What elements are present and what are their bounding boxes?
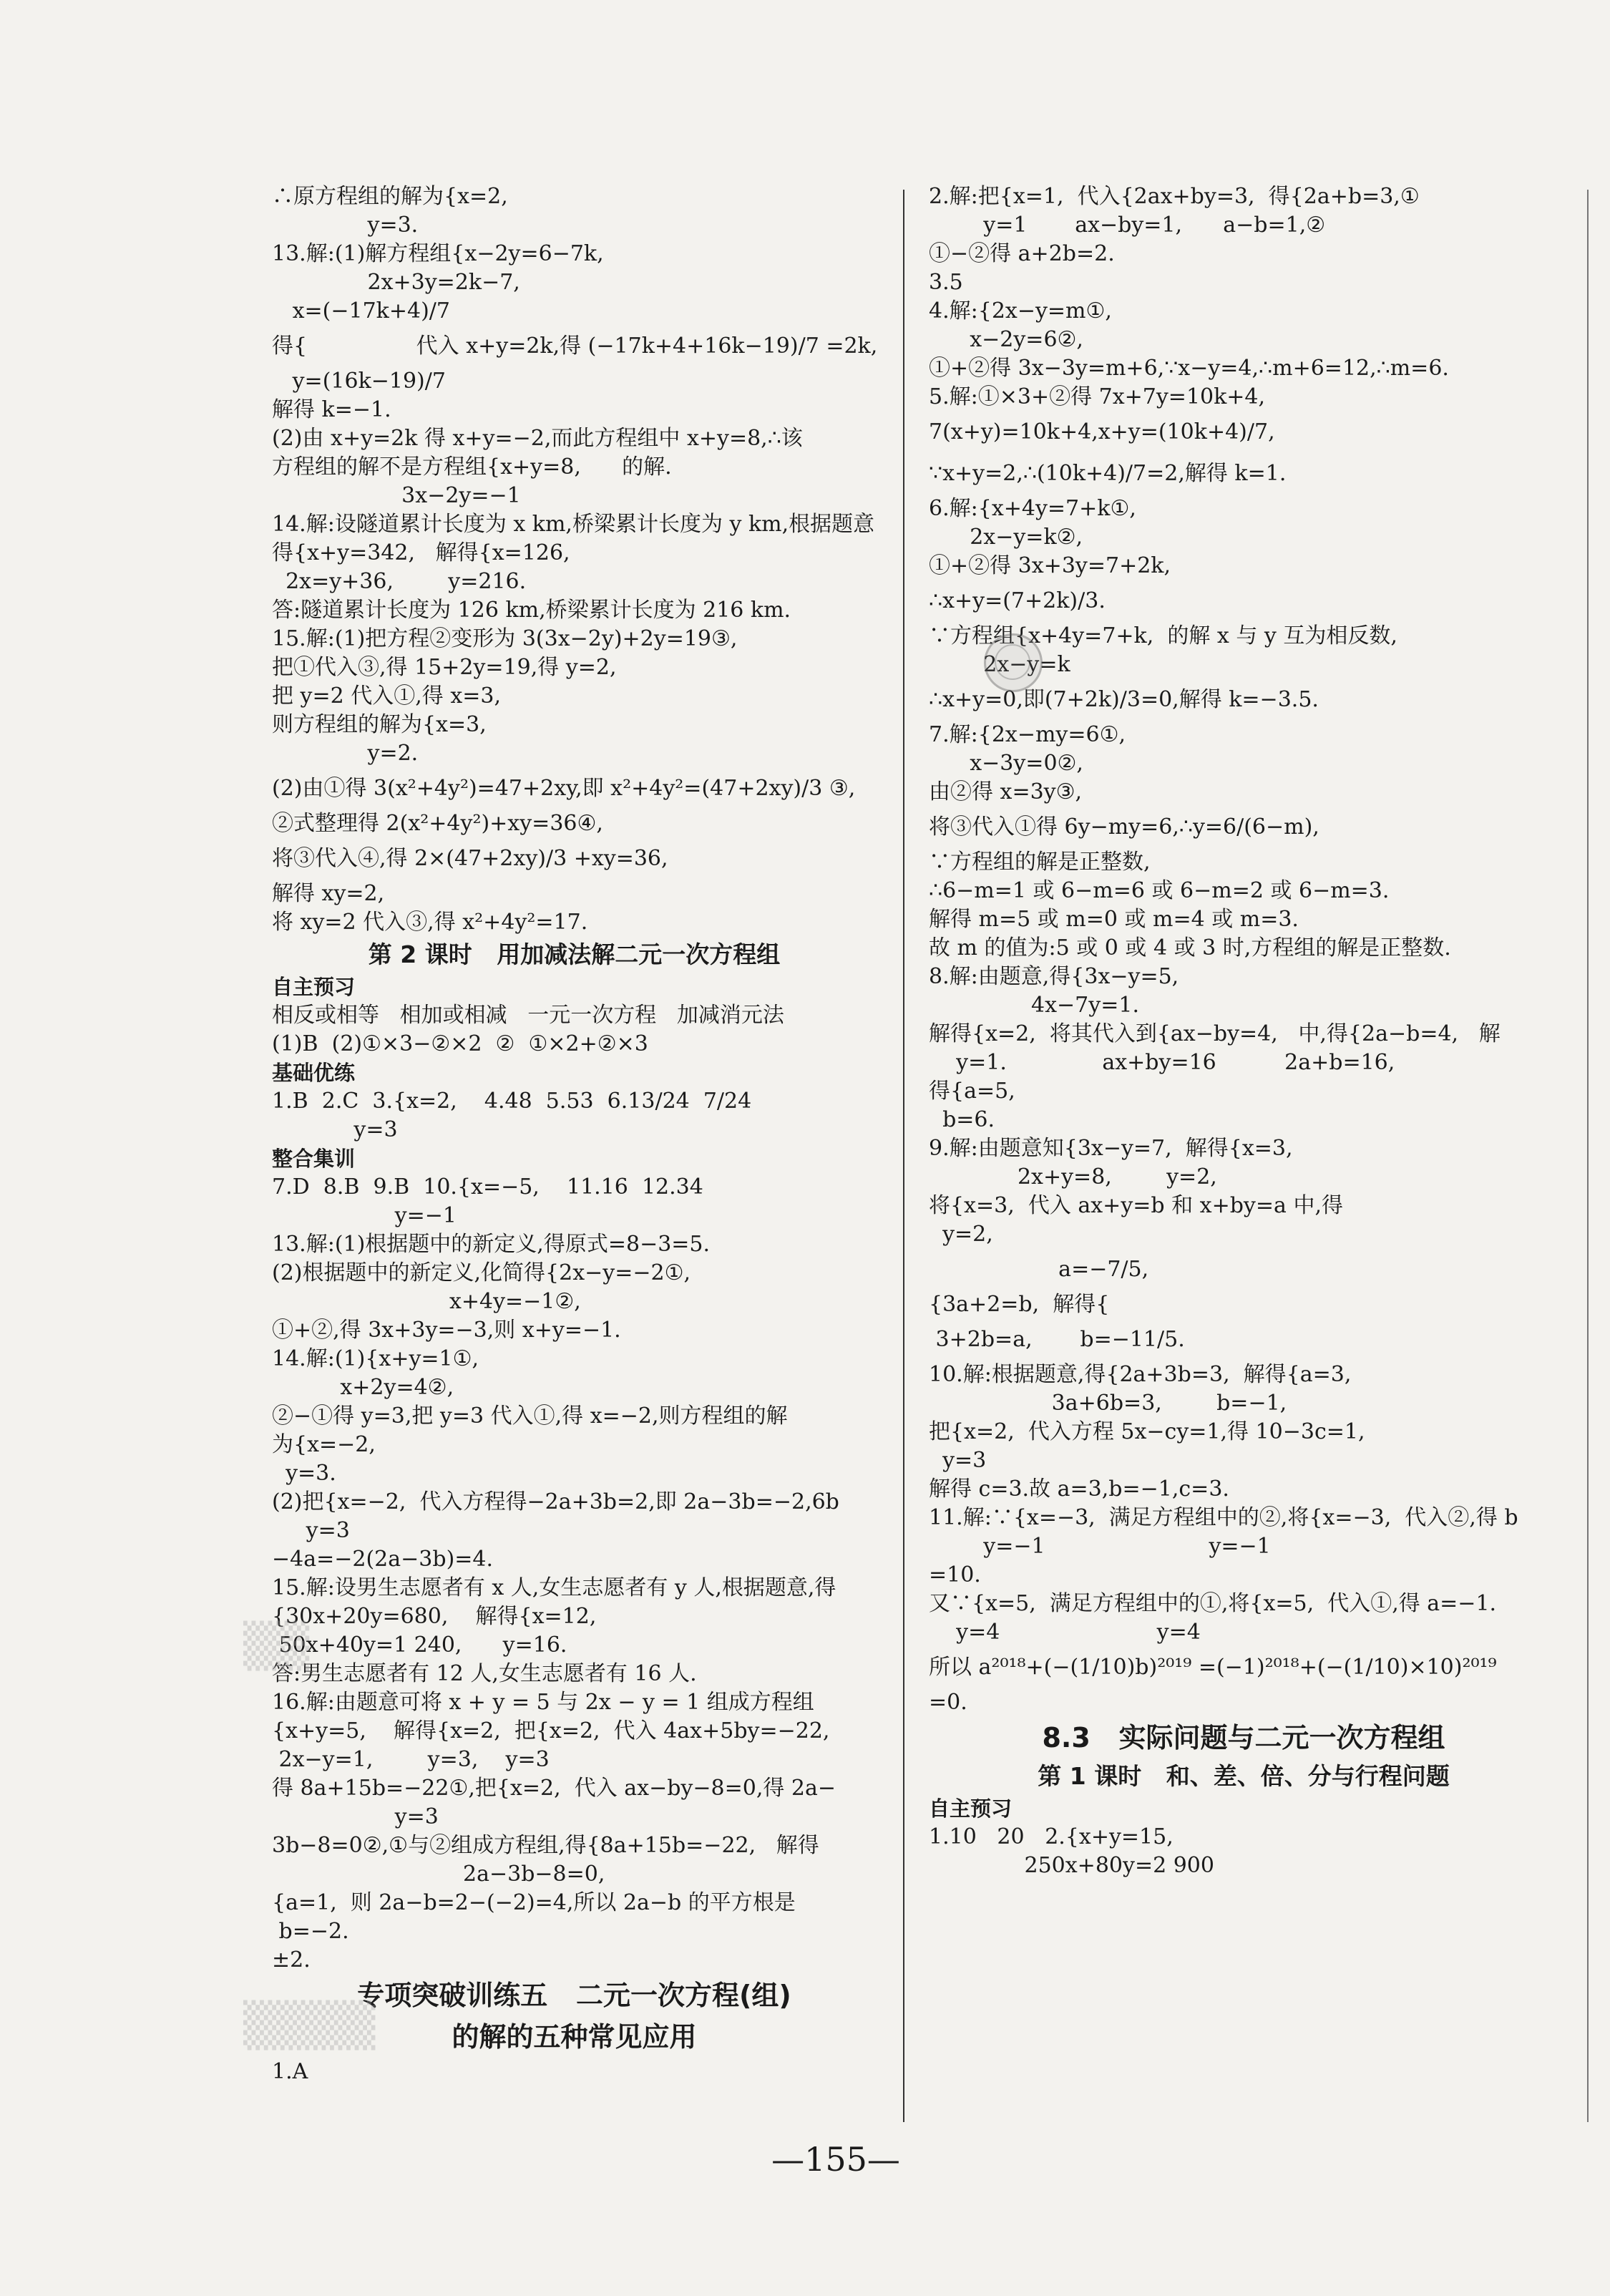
- edge-divider: [1587, 190, 1589, 2122]
- text-line: 得 8a+15b=−22①,把{x=2, 代入 ax−by−8=0,得 2a−: [272, 1776, 836, 1801]
- text-line: 将 xy=2 代入③,得 x²+4y²=17.: [272, 910, 588, 935]
- formula-line: ∵x+y=2,∴(10k+4)/7=2,解得 k=1.: [929, 461, 1287, 486]
- section-heading: 自主预习: [272, 975, 356, 999]
- text-line: y=3.: [272, 213, 419, 238]
- text-line: 3x−2y=−1: [272, 483, 521, 508]
- text-line: (2)由 x+y=2k 得 x+y=−2,而此方程组中 x+y=8,∴该: [272, 426, 803, 451]
- text-line: ∵方程组的解是正整数,: [929, 850, 1151, 875]
- lesson-title: 第 1 课时 和、差、倍、分与行程问题: [1038, 1762, 1450, 1790]
- text-line: ①+②得 3x+3y=7+2k,: [929, 553, 1171, 578]
- text-line: 2.解:把{x=1, 代入{2ax+by=3, 得{2a+b=3,①: [929, 184, 1420, 209]
- text-line: 为{x=−2,: [272, 1432, 376, 1457]
- text-line: 2x−y=k: [929, 652, 1070, 677]
- column-divider: [903, 190, 904, 2122]
- formula-line: 将③代入①得 6y−my=6,∴y=6/(6−m),: [929, 814, 1319, 840]
- text-line: (1)B (2)①×3−②×2 ② ①×2+②×3: [272, 1031, 648, 1056]
- text-line: 15.解:(1)把方程②变形为 3(3x−2y)+2y=19③,: [272, 626, 738, 651]
- text-line: 7.D 8.B 9.B 10.{x=−5, 11.16 12.34: [272, 1174, 703, 1200]
- text-line: 把 y=2 代入①,得 x=3,: [272, 684, 501, 709]
- text-line: 14.解:(1){x+y=1①,: [272, 1346, 479, 1371]
- text-line: y=−1: [272, 1203, 457, 1228]
- text-line: {a=1, 则 2a−b=2−(−2)=4,所以 2a−b 的平方根是: [272, 1890, 796, 1915]
- formula-line: ∴x+y=0,即(7+2k)/3=0,解得 k=−3.5.: [929, 687, 1319, 712]
- section-title: 8.3 实际问题与二元一次方程组: [1042, 1722, 1445, 1753]
- text-line: ①+②得 3x−3y=m+6,∵x−y=4,∴m+6=12,∴m=6.: [929, 356, 1449, 381]
- text-line: 6.解:{x+4y=7+k①,: [929, 496, 1136, 521]
- text-line: {x+y=5, 解得{x=2, 把{x=2, 代入 4ax+5by=−22,: [272, 1718, 830, 1743]
- text-line: 3a+6b=3, b=−1,: [929, 1391, 1287, 1416]
- text-line: ∵方程组{x+4y=7+k, 的解 x 与 y 互为相反数,: [929, 623, 1397, 648]
- text-line: y=(16k−19)/7: [272, 369, 446, 394]
- text-line: {3a+2=b, 解得{: [929, 1292, 1110, 1317]
- lesson-title: 第 2 课时 用加减法解二元一次方程组: [368, 940, 781, 968]
- text-line: y=4 y=4: [929, 1620, 1201, 1645]
- section-title: 的解的五种常见应用: [452, 2021, 697, 2053]
- text-line: b=6.: [929, 1107, 995, 1132]
- text-line: 故 m 的值为:5 或 0 或 4 或 3 时,方程组的解是正整数.: [929, 935, 1451, 960]
- text-line: 解得 xy=2,: [272, 881, 385, 906]
- text-line: 得{a=5,: [929, 1079, 1015, 1104]
- left-column: [272, 183, 877, 2086]
- page-number: —155—: [771, 2140, 900, 2179]
- formula-line: a=−7/5,: [929, 1257, 1149, 1282]
- text-line: 250x+80y=2 900: [929, 1853, 1214, 1878]
- text-line: x+2y=4②,: [272, 1375, 454, 1400]
- text-line: 15.解:设男生志愿者有 x 人,女生志愿者有 y 人,根据题意,得: [272, 1575, 836, 1600]
- text-line: y=3: [272, 1117, 398, 1142]
- text-line: y=2,: [929, 1222, 993, 1247]
- text-line: 1.B 2.C 3.{x=2, 4.48 5.53 6.13/24 7/24: [272, 1089, 752, 1114]
- text-line: y=−1 y=−1: [929, 1534, 1271, 1559]
- text-line: 14.解:设隧道累计长度为 x km,桥梁累计长度为 y km,根据题意: [272, 512, 875, 537]
- formula-line: 3+2b=a, b=−11/5.: [929, 1327, 1185, 1352]
- text-line: 13.解:(1)根据题中的新定义,得原式=8−3=5.: [272, 1232, 711, 1257]
- text-line: ①−②得 a+2b=2.: [929, 241, 1115, 266]
- text-line: =10.: [929, 1562, 981, 1587]
- text-line: y=1. ax+by=16 2a+b=16,: [929, 1050, 1395, 1075]
- section-heading: 基础优练: [272, 1061, 356, 1085]
- text-line: x=(−17k+4)/7: [272, 298, 450, 324]
- text-line: 2x+y=8, y=2,: [929, 1164, 1217, 1190]
- text-line: 5.解:①×3+②得 7x+7y=10k+4,: [929, 384, 1266, 409]
- watermark-logo: ▒▒▒▒: [243, 2000, 376, 2051]
- text-line: (2)根据题中的新定义,化简得{2x−y=−2①,: [272, 1260, 691, 1285]
- watermark-logo: ▒▒: [243, 1621, 310, 1671]
- text-line: 又∵{x=5, 满足方程组中的①,将{x=5, 代入①,得 a=−1.: [929, 1591, 1497, 1616]
- text-line: 10.解:根据题意,得{2a+3b=3, 解得{a=3,: [929, 1362, 1352, 1387]
- text-line: 解得 m=5 或 m=0 或 m=4 或 m=3.: [929, 907, 1299, 932]
- text-line: 50x+40y=1 240, y=16.: [272, 1633, 567, 1658]
- text-line: x−3y=0②,: [929, 751, 1083, 776]
- text-line: ∴原方程组的解为{x=2,: [272, 184, 508, 209]
- text-line: 把{x=2, 代入方程 5x−cy=1,得 10−3c=1,: [929, 1419, 1365, 1444]
- formula-line: 所以 a²⁰¹⁸+(−(1/10)b)²⁰¹⁹ =(−1)²⁰¹⁸+(−(1/10)×10)²⁰¹⁹: [929, 1655, 1497, 1680]
- section-title: 专项突破训练五 二元一次方程(组): [357, 1980, 791, 2011]
- text-line: ∴6−m=1 或 6−m=6 或 6−m=2 或 6−m=3.: [929, 878, 1390, 903]
- text-line: 答:隧道累计长度为 126 km,桥梁累计长度为 216 km.: [272, 598, 791, 623]
- text-line: 1.10 20 2.{x+y=15,: [929, 1824, 1174, 1849]
- text-line: 16.解:由题意可将 x + y = 5 与 2x − y = 1 组成方程组: [272, 1690, 814, 1715]
- text-line: 2x−y=1, y=3, y=3: [272, 1747, 550, 1772]
- text-line: y=3: [929, 1448, 987, 1473]
- text-line: b=−2.: [272, 1919, 349, 1944]
- text-line: 8.解:由题意,得{3x−y=5,: [929, 964, 1179, 989]
- text-line: x+4y=−1②,: [272, 1289, 581, 1314]
- formula-line: 7(x+y)=10k+4,x+y=(10k+4)/7,: [929, 419, 1275, 444]
- stamp-icon: [984, 633, 1043, 692]
- formula-line: 得{ 代入 x+y=2k,得 (−17k+4+16k−19)/7 =2k,: [272, 334, 878, 359]
- text-line: 解得 c=3.故 a=3,b=−1,c=3.: [929, 1477, 1229, 1502]
- text-line: y=3: [272, 1518, 350, 1543]
- text-line: =0.: [929, 1690, 967, 1715]
- text-line: 将{x=3, 代入 ax+y=b 和 x+by=a 中,得: [929, 1193, 1343, 1218]
- text-line: 9.解:由题意知{3x−y=7, 解得{x=3,: [929, 1136, 1293, 1161]
- text-line: 解得 k=−1.: [272, 397, 391, 422]
- text-line: 2x−y=k②,: [929, 525, 1083, 550]
- text-line: 则方程组的解为{x=3,: [272, 712, 487, 737]
- text-line: y=1 ax−by=1, a−b=1,②: [929, 213, 1326, 238]
- text-line: {30x+20y=680, 解得{x=12,: [272, 1604, 597, 1629]
- text-line: ±2.: [272, 1947, 311, 1972]
- formula-line: 将③代入④,得 2×(47+2xy)/3 +xy=36,: [272, 846, 668, 871]
- text-line: ①+②,得 3x+3y=−3,则 x+y=−1.: [272, 1318, 621, 1343]
- formula-line: (2)由①得 3(x²+4y²)=47+2xy,即 x²+4y²=(47+2xy)/3 ③,: [272, 776, 856, 801]
- text-line: 4.解:{2x−y=m①,: [929, 298, 1112, 324]
- section-heading: 自主预习: [929, 1796, 1013, 1821]
- text-line: 2x=y+36, y=216.: [272, 569, 527, 594]
- text-line: 解得{x=2, 将其代入到{ax−by=4, 中,得{2a−b=4, 解: [929, 1021, 1501, 1046]
- text-line: 2x+3y=2k−7,: [272, 270, 520, 295]
- text-line: 11.解:∵{x=−3, 满足方程组中的②,将{x=−3, 代入②,得 b: [929, 1505, 1518, 1530]
- section-heading: 整合集训: [272, 1147, 356, 1171]
- text-line: 方程组的解不是方程组{x+y=8, 的解.: [272, 454, 672, 480]
- text-line: 2a−3b−8=0,: [272, 1862, 605, 1887]
- text-line: 1.A: [272, 2059, 308, 2084]
- text-line: 把①代入③,得 15+2y=19,得 y=2,: [272, 655, 617, 680]
- text-line: y=3: [272, 1804, 439, 1829]
- text-line: y=3.: [272, 1461, 336, 1486]
- text-line: 13.解:(1)解方程组{x−2y=6−7k,: [272, 241, 604, 266]
- right-column: [929, 183, 1558, 1880]
- text-line: (2)把{x=−2, 代入方程得−2a+3b=2,即 2a−3b=−2,6b: [272, 1489, 839, 1514]
- text-line: 由②得 x=3y③,: [929, 779, 1083, 804]
- text-line: ②−①得 y=3,把 y=3 代入①,得 x=−2,则方程组的解: [272, 1404, 788, 1429]
- text-line: 7.解:{2x−my=6①,: [929, 722, 1126, 747]
- text-line: y=2.: [272, 741, 419, 766]
- text-line: x−2y=6②,: [929, 327, 1083, 352]
- text-line: 得{x+y=342, 解得{x=126,: [272, 540, 570, 565]
- text-line: ②式整理得 2(x²+4y²)+xy=36④,: [272, 811, 603, 836]
- text-line: 答:男生志愿者有 12 人,女生志愿者有 16 人.: [272, 1661, 697, 1686]
- text-line: 3b−8=0②,①与②组成方程组,得{8a+15b=−22, 解得: [272, 1833, 819, 1858]
- text-line: 3.5: [929, 270, 963, 295]
- formula-line: ∴x+y=(7+2k)/3.: [929, 588, 1106, 613]
- text-line: 相反或相等 相加或相减 一元一次方程 加减消元法: [272, 1003, 784, 1028]
- text-line: −4a=−2(2a−3b)=4.: [272, 1547, 494, 1572]
- text-line: 4x−7y=1.: [929, 993, 1139, 1018]
